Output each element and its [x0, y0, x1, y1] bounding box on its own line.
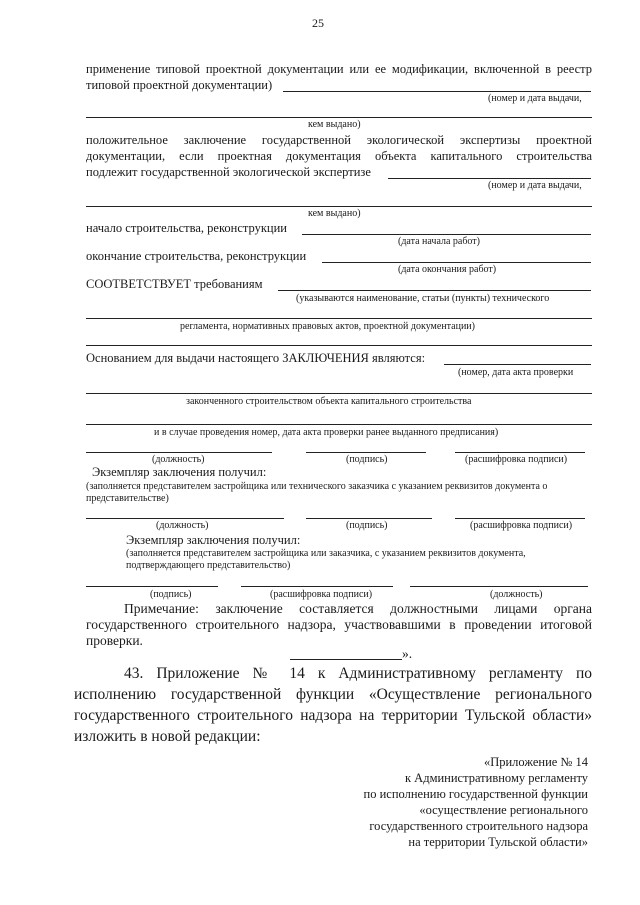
fill-line [278, 290, 591, 291]
item43-line2: исполнению государственной функции «Осуществление регионального [74, 686, 592, 703]
closing-quote: ». [402, 646, 413, 661]
copy-received-note-line1: (заполняется представителем застройщика или технического заказчика с указанием реквизитов документа о [86, 481, 548, 492]
basis-label: Основанием для выдачи настоящего ЗАКЛЮЧЕНИЯ являются: [86, 351, 426, 365]
fill-line [86, 318, 592, 319]
fill-line [283, 91, 591, 92]
caption-signature: (подпись) [346, 520, 388, 531]
copy-received-note-line1: (заполняется представителем застройщика или заказчика, с указанием реквизитов документа, [126, 548, 526, 559]
appendix-line4: «осуществление регионального [419, 803, 588, 817]
page-number: 25 [312, 16, 324, 30]
fill-line [388, 178, 591, 179]
fill-line [241, 586, 393, 587]
fill-line [306, 452, 426, 453]
fill-line [86, 586, 218, 587]
item43-line1: 43. Приложение № 14 к Административному регламенту по [124, 665, 592, 682]
eco-expertise-line1: положительное заключение государственной экологической экспертизы проектной [86, 133, 592, 147]
appendix-line5: государственного строительного надзора [369, 819, 588, 833]
fill-line [86, 424, 592, 425]
eco-expertise-line3: подлежит государственной экологической экспертизе [86, 165, 371, 179]
caption-previous-order: и в случае проведения номер, дата акта проверки ранее выданного предписания) [154, 427, 499, 438]
caption-number-date: (номер и дата выдачи, [488, 93, 582, 104]
caption-issued-by: кем выдано) [308, 119, 361, 130]
note-line2: государственного строительного надзора, участвовавшими в проведении итоговой [86, 617, 592, 632]
fill-line [290, 659, 402, 660]
fill-line [444, 364, 591, 365]
typical-doc-line1: применение типовой проектной документации или ее модификации, включенной в реестр [86, 62, 592, 76]
appendix-line2: к Административному регламенту [404, 771, 588, 785]
caption-signature-decoding: (расшифровка подписи) [465, 454, 568, 465]
end-construction-label: окончание строительства, реконструкции [86, 249, 307, 263]
caption-signature: (подпись) [346, 454, 388, 465]
caption-completed-object: законченного строительством объекта капитального строительства [186, 396, 472, 407]
fill-line [322, 262, 591, 263]
caption-position: (должность) [490, 589, 543, 600]
caption-issued-by: кем выдано) [308, 208, 361, 219]
fill-line [86, 117, 592, 118]
fill-line [302, 234, 591, 235]
caption-number-date: (номер и дата выдачи, [488, 180, 582, 191]
caption-position: (должность) [156, 520, 209, 531]
note-line3: проверки. [86, 633, 143, 648]
caption-regulation-acts: регламента, нормативных правовых актов, проектной документации) [180, 321, 475, 332]
fill-line [455, 452, 585, 453]
copy-received-title: Экземпляр заключения получил: [92, 465, 267, 479]
item43-line3: государственного строительного надзора на территории Тульской области» [74, 707, 592, 724]
copy-received-note-line2: представительстве) [86, 493, 169, 504]
fill-line [86, 345, 592, 346]
caption-inspection-act: (номер, дата акта проверки [458, 367, 574, 378]
appendix-line1: «Приложение № 14 [483, 755, 588, 769]
fill-line [86, 452, 272, 453]
typical-doc-line2: типовой проектной документации) [86, 78, 273, 92]
note-line1: Примечание: заключение составляется должностными лицами органа [124, 601, 592, 616]
caption-end-date: (дата окончания работ) [398, 264, 497, 275]
caption-start-date: (дата начала работ) [398, 236, 480, 247]
fill-line [86, 206, 592, 207]
fill-line [455, 518, 585, 519]
complies-label: СООТВЕТСТВУЕТ требованиям [86, 277, 263, 291]
caption-signature-decoding: (расшифровка подписи) [470, 520, 573, 531]
copy-received-note-line2: подтверждающего представительство) [126, 560, 291, 571]
fill-line [410, 586, 588, 587]
appendix-line3: по исполнению государственной функции [363, 787, 588, 801]
fill-line [86, 393, 592, 394]
copy-received-title: Экземпляр заключения получил: [126, 533, 301, 547]
caption-signature-decoding: (расшифровка подписи) [270, 589, 373, 600]
appendix-line6: на территории Тульской области» [408, 835, 588, 849]
caption-signature: (подпись) [150, 589, 192, 600]
item43-line4: изложить в новой редакции: [74, 728, 261, 745]
start-construction-label: начало строительства, реконструкции [86, 221, 287, 235]
fill-line [306, 518, 432, 519]
caption-regulation-name: (указываются наименование, статьи (пункты) технического [296, 293, 550, 304]
caption-position: (должность) [152, 454, 205, 465]
fill-line [86, 518, 284, 519]
eco-expertise-line2: документации, если проектная документация объекта капитального строительства [86, 149, 592, 163]
